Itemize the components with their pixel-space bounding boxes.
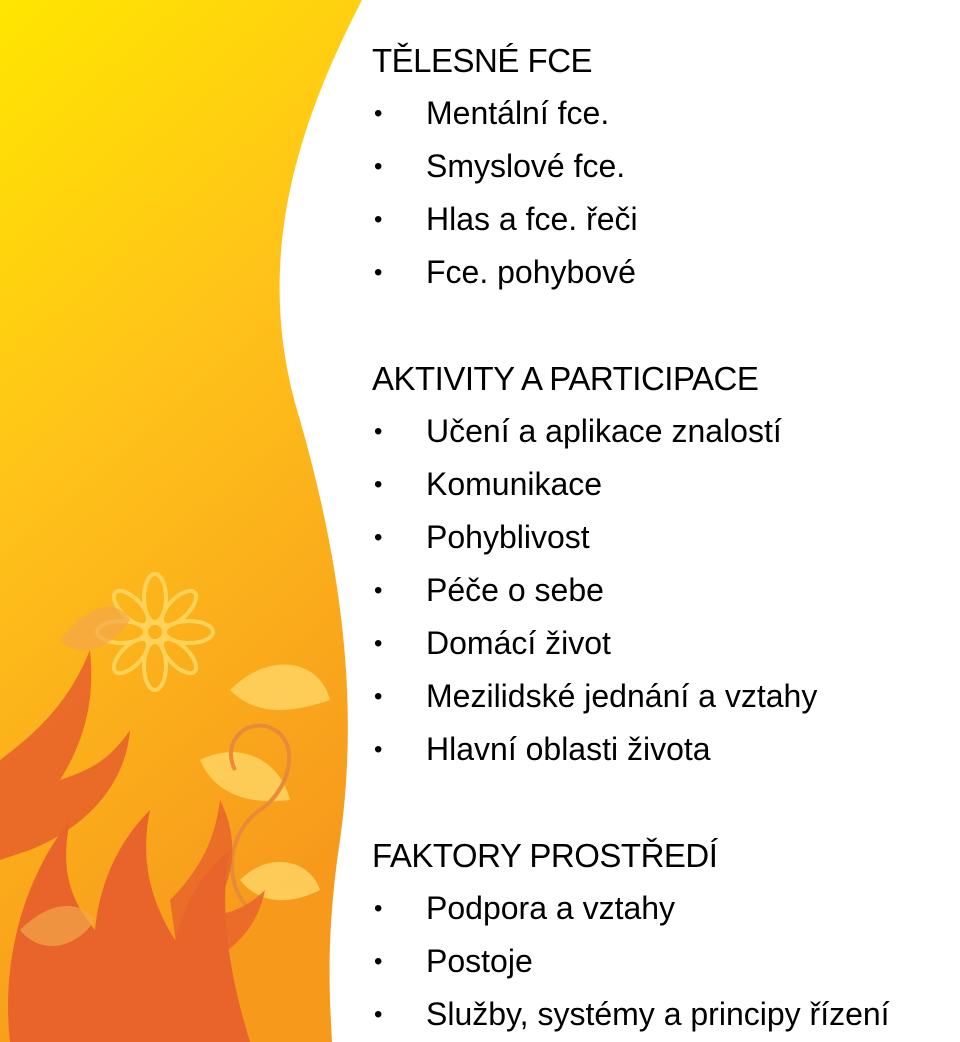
spacer (372, 776, 960, 829)
bullet-icon: • (374, 471, 383, 498)
list-item-text: Fce. pohybové (426, 254, 636, 290)
slide-content (372, 34, 960, 1041)
bullet-icon: • (374, 418, 383, 445)
list-item (372, 87, 960, 140)
list-item-text: Učení a aplikace znalostí (426, 413, 782, 449)
list-item (372, 723, 960, 776)
body-functions-list (372, 87, 960, 299)
section-heading-body-functions: TĚLESNÉ FCE (372, 42, 593, 79)
list-item-text: Hlas a fce. řeči (426, 201, 638, 237)
list-item (372, 617, 960, 670)
list-item (372, 882, 960, 935)
list-item-text: Podpora a vztahy (426, 890, 676, 926)
list-item (372, 935, 960, 988)
list-item (372, 988, 960, 1041)
environment-list (372, 882, 960, 1041)
list-item (372, 246, 960, 299)
section-heading-activities: AKTIVITY A PARTICIPACE (372, 360, 759, 397)
spacer (372, 299, 960, 352)
bullet-icon: • (374, 895, 383, 922)
list-item-text: Péče o sebe (426, 572, 604, 608)
bullet-icon: • (374, 259, 383, 286)
list-item (372, 140, 960, 193)
list-item (372, 564, 960, 617)
list-item (372, 511, 960, 564)
bullet-icon: • (374, 577, 383, 604)
bullet-icon: • (374, 683, 383, 710)
bullet-icon: • (374, 153, 383, 180)
list-item-text: Mezilidské jednání a vztahy (426, 678, 818, 714)
bullet-icon: • (374, 630, 383, 657)
bullet-icon: • (374, 100, 383, 127)
activities-list (372, 405, 960, 776)
list-item-text: Smyslové fce. (426, 148, 626, 184)
list-item (372, 458, 960, 511)
list-item-text: Komunikace (426, 466, 603, 502)
list-item (372, 193, 960, 246)
bullet-icon: • (374, 948, 383, 975)
list-item-text: Hlavní oblasti života (426, 731, 711, 767)
bullet-icon: • (374, 524, 383, 551)
list-item-text: Postoje (426, 943, 533, 979)
bullet-icon: • (374, 206, 383, 233)
list-item-text: Pohyblivost (426, 519, 590, 555)
list-item-text: Domácí život (426, 625, 611, 661)
list-item (372, 405, 960, 458)
bullet-icon: • (374, 1001, 383, 1028)
list-item-text: Mentální fce. (426, 95, 610, 131)
list-item (372, 670, 960, 723)
list-item-text: Služby, systémy a principy řízení (426, 996, 890, 1032)
bullet-icon: • (374, 736, 383, 763)
section-heading-environment: FAKTORY PROSTŘEDÍ (372, 837, 718, 874)
